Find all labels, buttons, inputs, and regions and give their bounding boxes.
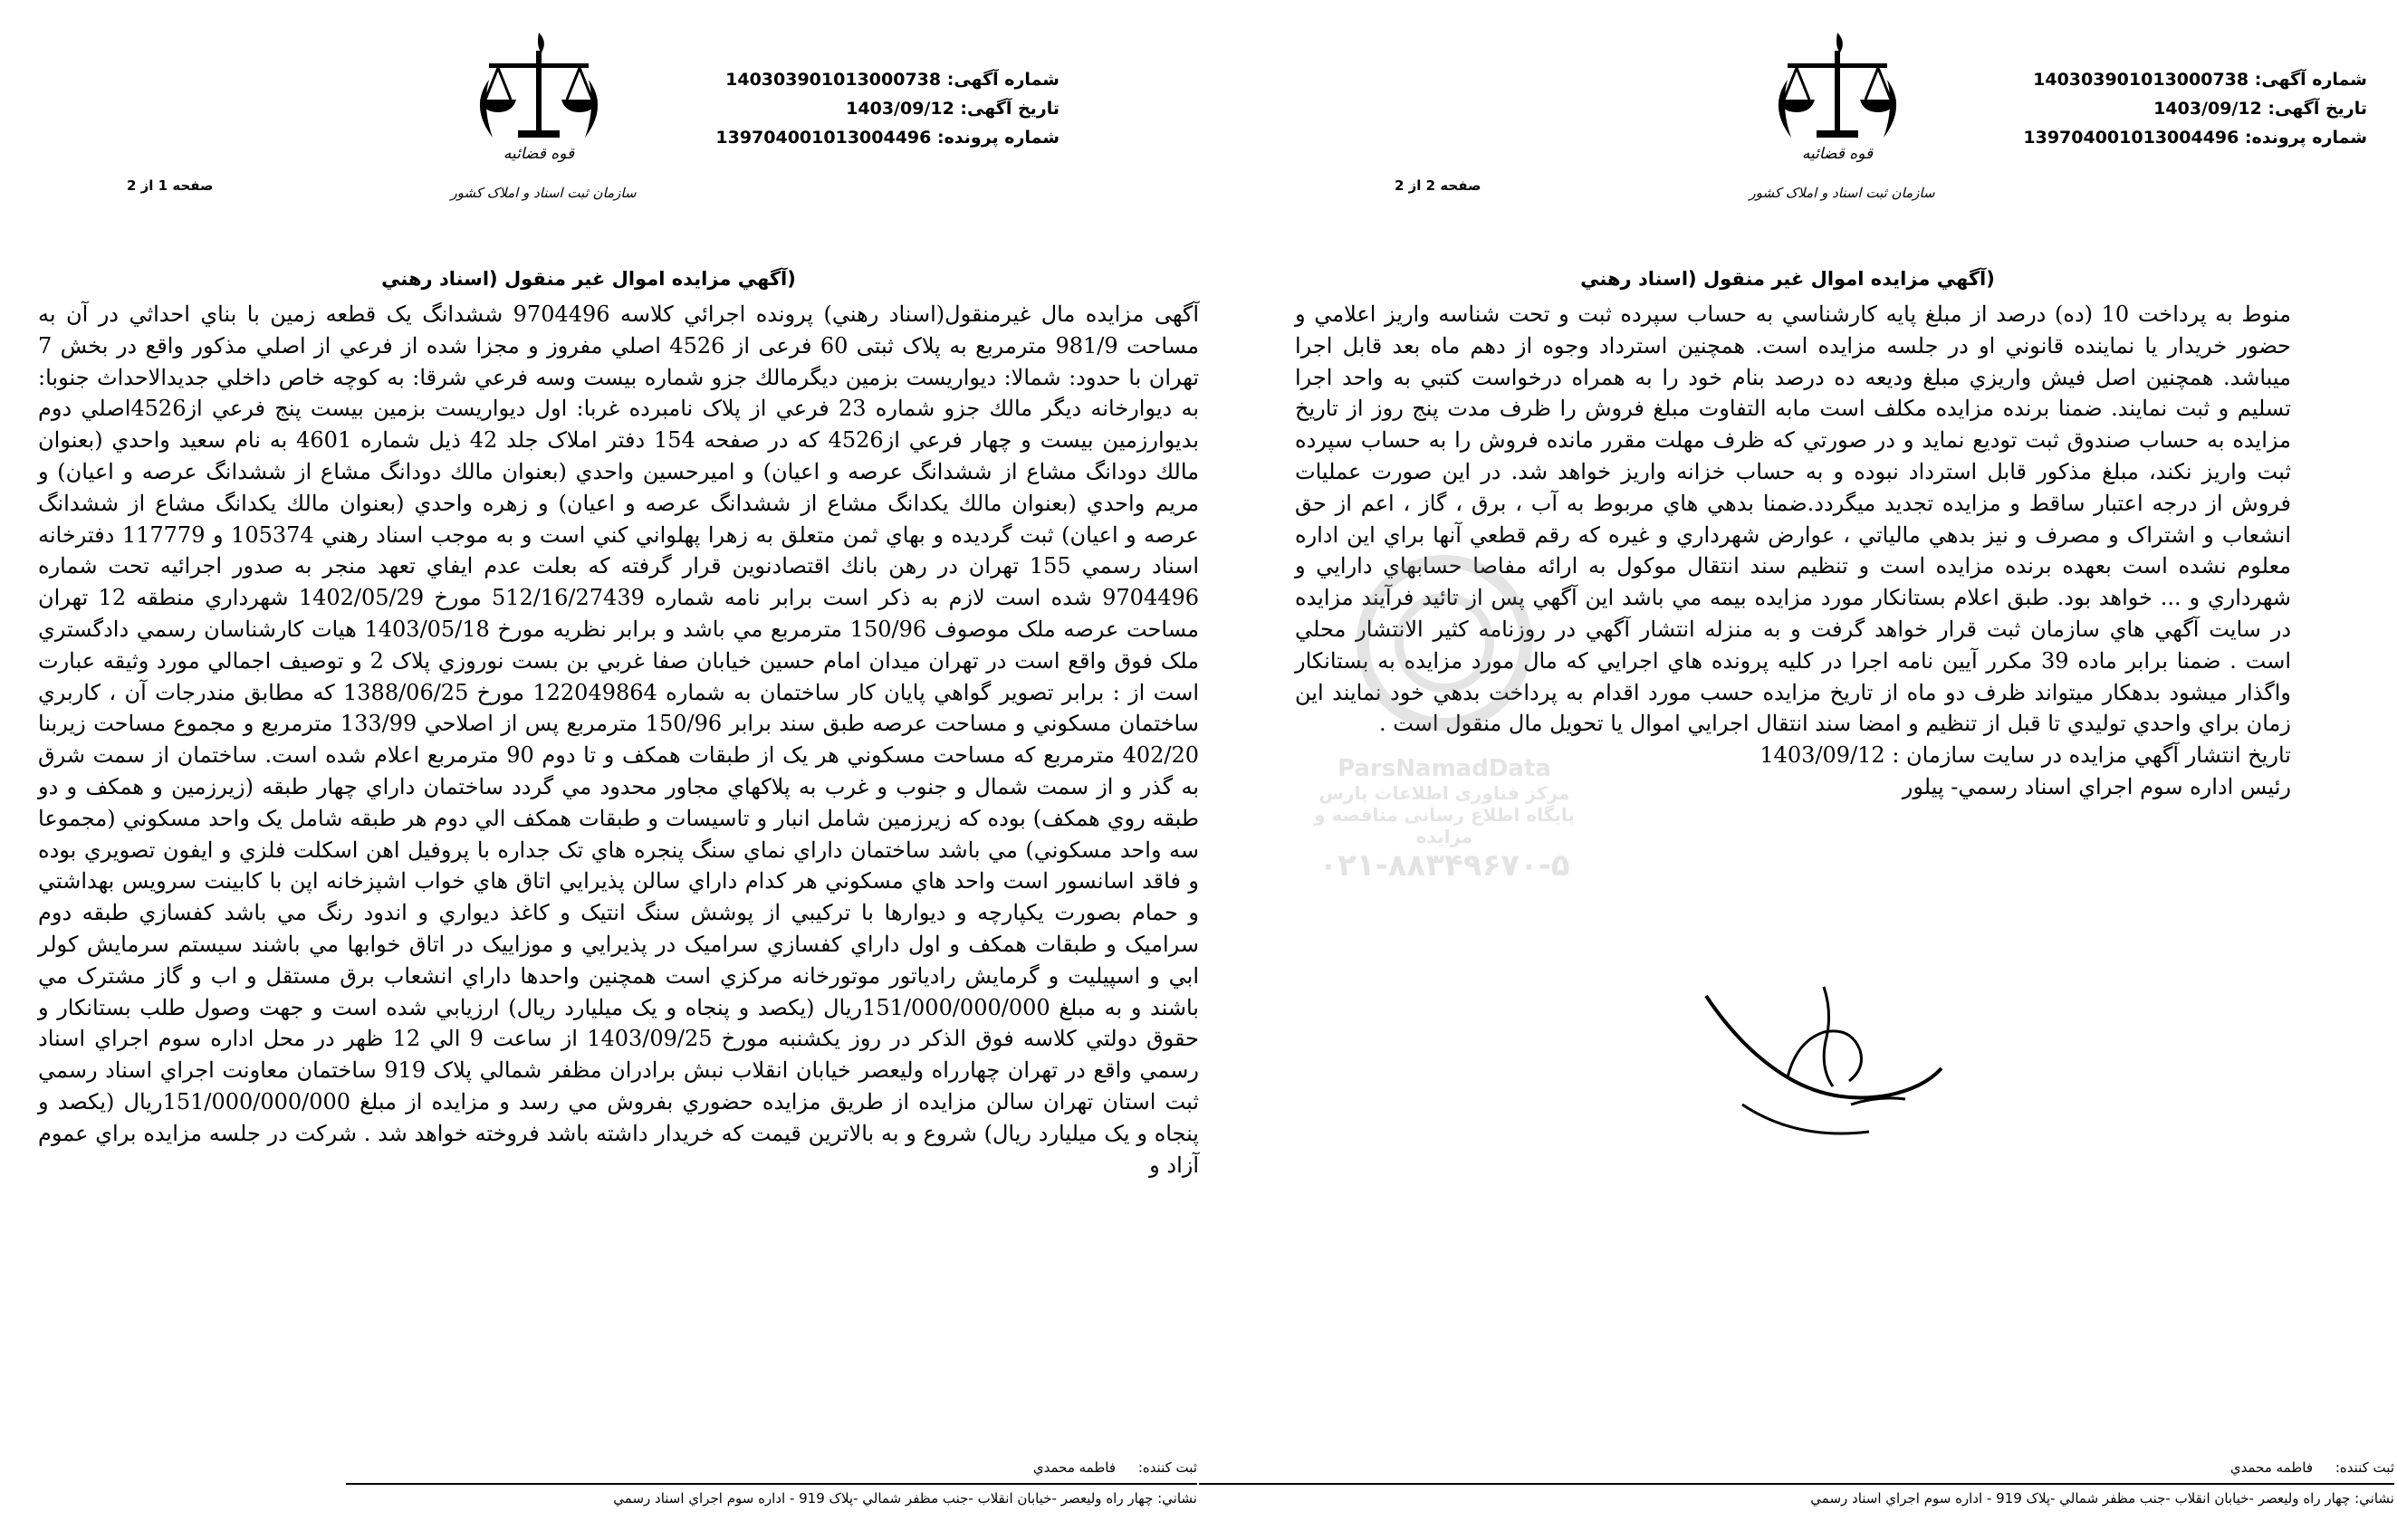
page-number: صفحه 1 از 2 bbox=[127, 177, 214, 194]
footer-divider bbox=[346, 1483, 1197, 1485]
notice-number-row bbox=[688, 65, 1059, 94]
watermark-phone: ۰۲۱-۸۸۳۴۹۶۷۰-۵ bbox=[1318, 847, 1570, 884]
file-number: 139704001013004496 bbox=[2023, 128, 2239, 148]
page-1 bbox=[0, 0, 1198, 1540]
registrar-row bbox=[1199, 1456, 2394, 1479]
notice-title: (آگهي مزايده اموال غير منقول (اسناد رهني bbox=[381, 268, 796, 290]
notice-body bbox=[1295, 299, 2291, 803]
registrar-label: ثبت کننده: bbox=[2335, 1459, 2394, 1476]
judiciary-emblem bbox=[450, 25, 637, 215]
notice-number: 140303901013000738 bbox=[725, 70, 942, 90]
address: نشاني: چهار راه وليعصر -خيابان انقلاب -جنب مظفر شمالي -پلاک 919 - اداره سوم اجراي اسناد رسمي bbox=[613, 1490, 1197, 1507]
page-number: صفحه 2 از 2 bbox=[1395, 177, 1481, 194]
file-number: 139704001013004496 bbox=[715, 128, 932, 148]
handwritten-signature bbox=[1688, 969, 1960, 1159]
notice-number-label: شماره آگهی: bbox=[946, 70, 1059, 90]
watermark-brand: ParsNamadData bbox=[1338, 755, 1551, 782]
notice-header bbox=[1996, 65, 2367, 152]
judiciary-label: قوه قضائیه bbox=[503, 145, 575, 163]
body-paragraph: منوط به پرداخت 10 (ده) درصد از مبلغ پايه كارشناسي به حساب سپرده ثبت و تحت شناسه واريز اعلامي و حضور خريدار يا نماينده قانوني او در جلسه مزايده است. همچنين استرداد وجوه از دهم ماه بعد قابل اجرا ميباشد. همچنين اصل فيش واريزي مبلغ وديعه ده درصد بنام خود را به همراه درخواست كتبي به واحد اجرا تسليم و ثبت نمايند. ضمنا برنده مزايده مكلف است مابه التفاوت مبلغ فروش را ظرف مدت پنج روز از تاريخ مزايده به حساب صندوق ثبت توديع نمايد و در صورتي كه ظرف مهلت مقرر مانده فروش را به حساب سپرده ثبت واريز نكند، مبلغ مذكور قابل استرداد نبوده و به حساب خزانه واريز خواهد شد. در اين صورت عمليات فروش از درجه اعتبار ساقط و مزايده تجديد ميگردد.ضمنا بدهي هاي مربوط به آب ، برق ، گاز ، اعم از حق انشعاب و اشتراک و مصرف و نيز بدهي مالياتي ، عوارض شهرداري و غيره كه رقم قطعي آنها براي اين اداره معلوم نشده است بعهده برنده مزايده است و تنظيم سند انتقال موكول به ارائه مفاصا حسابهاي دارايي و شهرداري و ... خواهد بود. طبق اعلام بستانكار مورد مزايده بيمه مي باشد اين آگهي پس از تائيد فرآيند مزايده در سايت آگهي هاي سازمان ثبت قرار خواهد گرفت و به منزله انتشار آگهي در روزنامه كثير الانتشار محلي است . ضمنا برابر ماده 39 مكرر آيين نامه اجرا در كليه پرونده هاي اجرايي كه مال مورد مزايده به بستانكار واگذار ميشود بدهكار ميتواند ظرف دو ماه از تاريخ مزايده حسب مورد اقدام به پرداخت بدهي خود نمايند اين زمان براي واحدي توليدي تا قبل از تنظيم و امضا سند انتقال اجرايي اموال يا تحويل مال منقول است . bbox=[1295, 301, 2292, 737]
registrar-name: فاطمه محمدي bbox=[2229, 1459, 2314, 1476]
notice-date-label: تاریخ آگهی: bbox=[960, 99, 1059, 119]
notice-date-row bbox=[1996, 94, 2367, 123]
judiciary-emblem bbox=[1749, 25, 1935, 215]
notice-number-label: شماره آگهی: bbox=[2254, 70, 2367, 90]
organization-label: سازمان ثبت اسناد و املاک کشور bbox=[1749, 185, 1935, 201]
organization-label: سازمان ثبت اسناد و املاک کشور bbox=[450, 185, 637, 201]
notice-number-row bbox=[1996, 65, 2367, 94]
body-paragraph: آگهی مزايده مال غيرمنقول(اسناد رهني) پرونده اجرائي كلاسه 9704496 ششدانگ يک قطعه زمين با بناي احداثي در آن به مساحت 981/9 مترمربع به پلاک ثبتی 60 فرعی از 4526 اصلي مفروز و مجزا شده از فرعي از اصلي مذكور واقع در بخش 7 تهران با حدود: شمالا: ديواريست بزمين ديگرمالك جزو شماره بيست وسه فرعي شرقا: به كوچه خاص داخلي جديدالاحداث جنوبا: به ديوارخانه ديگر مالك جزو شماره 23 فرعي از پلاک نامبرده غربا: اول ديواريست بزمين بيست پنج فرعي از4526اصلي دوم بديوارزمين بيست و چهار فرعي از4526 كه در صفحه 154 دفتر املاک جلد 42 ذيل شماره 4601 به نام سعيد واحدي (بعنوان مالك دودانگ مشاع از ششدانگ عرصه و اعيان) و اميرحسين واحدي (بعنوان مالك دودانگ مشاع از ششدانگ عرصه و اعيان) و مريم واحدي (بعنوان مالك يكدانگ مشاع از ششدانگ عرصه و اعيان) و زهره واحدي (بعنوان مالك يكدانگ مشاع از ششدانگ عرصه و اعيان) ثبت گرديده و بهاي ثمن متعلق به زهرا پهلواني كني است و به موجب اسناد رهني 105374 و 117779 دفترخانه اسناد رسمي 155 تهران در رهن بانك اقتصادنوين قرار گرفته كه بعلت عدم ايفاي تعهد منجر به صدور اجرائيه تحت شماره 9704496 شده است لازم به ذكر است برابر نامه شماره 512/16/27439 مورخ 1402/05/29 شهرداري منطقه 12 تهران مساحت عرصه ملک موصوف 150/96 مترمربع مي باشد و برابر نظريه مورخ 1403/05/18 هيات كارشناسان رسمي دادگستري ملک فوق واقع است در تهران ميدان امام حسين خيابان صفا غربي بن بست نوروزي پلاک 2 و توصيف اجمالي مورد وثيقه عبارت است از : برابر تصوير گواهي پايان كار ساختمان به شماره 122049864 مورخ 1388/06/25 كه مطابق مندرجات آن ، كاربري ساختمان مسكوني و مساحت عرصه طبق سند برابر 150/96 مترمربع پس از اصلاحي 133/99 مترمربع و مجموع مساحت زيربنا 402/20 مترمربع كه مساحت مسكوني هر يک از طبقات همكف و تا دوم 90 مترمربع اعلام شده است. ساختمان از سمت شرق به گذر و از سمت شمال و جنوب و غرب به پلاكهاي مجاور محدود مي گردد ساختمان داراي چهار طبقه (زيرزمين و همكف و دو طبقه روي همكف) بوده كه زيرزمين شامل انبار و تاسيسات و طبقات همكف الي دوم هر طبقه شامل يک واحد مسكوني (مجموعا سه واحد مسكوني) مي باشد ساختمان داراي نماي سنگ پنجره هاي تک جداره با پروفيل اهن اسكلت فلزي و ايفون تصويري بوده و فاقد اسانسور است واحد هاي مسكوني هر كدام داراي سالن پذيرايي اتاق هاي خواب اشپزخانه اپن با كابينت سرويس بهداشتي و حمام بصورت يكپارچه و ديوارها با تركيبي از پوشش سنگ انتيک و كاغذ ديواري و اندود رنگ مي باشد كفسازي طبقه دوم سراميک و طبقات همكف و اول داراي كفسازي سراميک در پذيرايي و موزاييک در اتاق خوابها مي باشند سيستم سرمايش كولر ابي و اسپيليت و گرمايش رادياتور موتورخانه مركزي است همچنين واحدها داراي انشعاب برق مستقل و اب و گاز مشترک مي باشند و به مبلغ 151/000/000/000ريال (يكصد و پنجاه و يک ميليارد ريال) ارزيابي شده است و جهت وصول طلب بستانكار و حقوق دولتي كلاسه فوق الذكر در روز يكشنبه مورخ 1403/09/25 از ساعت 9 الي 12 ظهر در محل اداره سوم اجراي اسناد رسمي واقع در تهران چهارراه وليعصر خيابان انقلاب نبش برادران مظفر شمالي پلاک 919 ساختمان معاونت اجراي اسناد رسمي ثبت استان تهران سالن مزايده از طريق مزايده حضوري بفروش مي رسد و مزايده از مبلغ 151/000/000/000ريال (يكصد و پنجاه و يک ميليارد ريال) شروع و به بالاترين قيمت كه خريدار داشته باشد فروخته خواهد شد . شركت در جلسه مزايده براي عموم آزاد و bbox=[38, 301, 1200, 1178]
footer bbox=[1199, 1456, 2394, 1510]
registrar-label: ثبت کننده: bbox=[1137, 1459, 1197, 1476]
address: نشاني: چهار راه وليعصر -خيابان انقلاب -جنب مظفر شمالي -پلاک 919 - اداره سوم اجراي اسناد رسمي bbox=[1810, 1490, 2394, 1507]
signatory: رئيس اداره سوم اجراي اسناد رسمي- پيلور bbox=[1902, 773, 2291, 799]
file-number-label: شماره پرونده: bbox=[936, 128, 1059, 148]
notice-date-row bbox=[688, 94, 1059, 123]
footer bbox=[346, 1456, 1197, 1510]
notice-body bbox=[38, 299, 1199, 1181]
notice-title: (آگهي مزايده اموال غير منقول (اسناد رهني bbox=[1580, 268, 1995, 290]
notice-date: 1403/09/12 bbox=[2153, 99, 2262, 119]
publication-date: تاريخ انتشار آگهي مزايده در سايت سازمان : 1403/09/12 bbox=[1759, 742, 2291, 769]
registrar-name: فاطمه محمدي bbox=[1032, 1459, 1117, 1476]
file-number-row bbox=[1996, 123, 2367, 152]
notice-date-label: تاریخ آگهی: bbox=[2268, 99, 2367, 119]
page-2 bbox=[1199, 0, 2397, 1540]
registrar-row bbox=[346, 1456, 1197, 1479]
watermark-line2: پایگاه اطلاع رسانی مناقصه و مزایده bbox=[1314, 804, 1575, 847]
file-number-row bbox=[688, 123, 1059, 152]
file-number-label: شماره پرونده: bbox=[2244, 128, 2367, 148]
watermark-line1: مرکز فناوری اطلاعات پارس bbox=[1318, 782, 1570, 804]
judiciary-label: قوه قضائیه bbox=[1801, 145, 1874, 163]
notice-number: 140303901013000738 bbox=[2033, 70, 2249, 90]
notice-date: 1403/09/12 bbox=[846, 99, 954, 119]
footer-divider bbox=[1199, 1483, 2394, 1485]
notice-header bbox=[688, 65, 1059, 152]
